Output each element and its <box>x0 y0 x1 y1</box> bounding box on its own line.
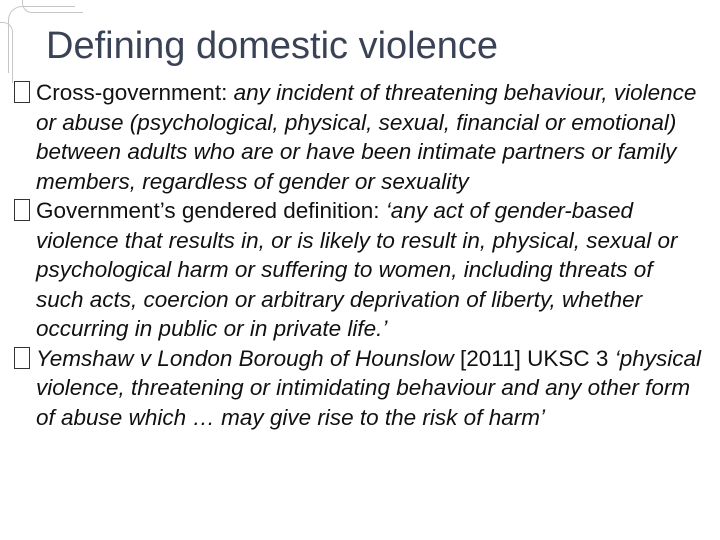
bullet-item-yemshaw <box>14 344 706 433</box>
corner-line-top-decoration <box>22 0 83 13</box>
bullet-lead: Government’s gendered definition: <box>36 198 386 223</box>
case-name: Yemshaw v London Borough of Hounslow <box>36 345 454 371</box>
bullet-box-icon <box>14 199 30 221</box>
bullet-item-gendered-definition <box>14 196 706 344</box>
bullet-box-icon <box>14 347 30 369</box>
bullet-lead: Cross-government: <box>36 80 234 105</box>
slide-title: Defining domestic violence <box>46 25 499 67</box>
bullet-box-icon <box>14 81 30 103</box>
bullet-item-cross-government <box>14 78 706 196</box>
bullet-list <box>14 78 706 432</box>
case-citation: [2011] UKSC 3 <box>453 345 615 371</box>
corner-line-left-decoration <box>0 22 13 83</box>
bullet-body: any incident of threatening behaviour, violence or abuse (psychological, physical, sexual, financial or emotional) between adults who are or have been intimate partners or family members, regardless of gender or sexuality <box>36 80 697 194</box>
bullet-body: ‘any act of gender-based violence that results in, or is likely to result in, physical, sexual or psychological harm or suffering to women, including threats of such acts, coercion or arbitrary deprivation of liberty, whether occurring in public or in private life.’ <box>36 198 678 341</box>
bullet-body: ‘physical violence, threatening or intimidating behaviour and any other form of abuse which … may give rise to the risk of harm’ <box>36 345 701 430</box>
